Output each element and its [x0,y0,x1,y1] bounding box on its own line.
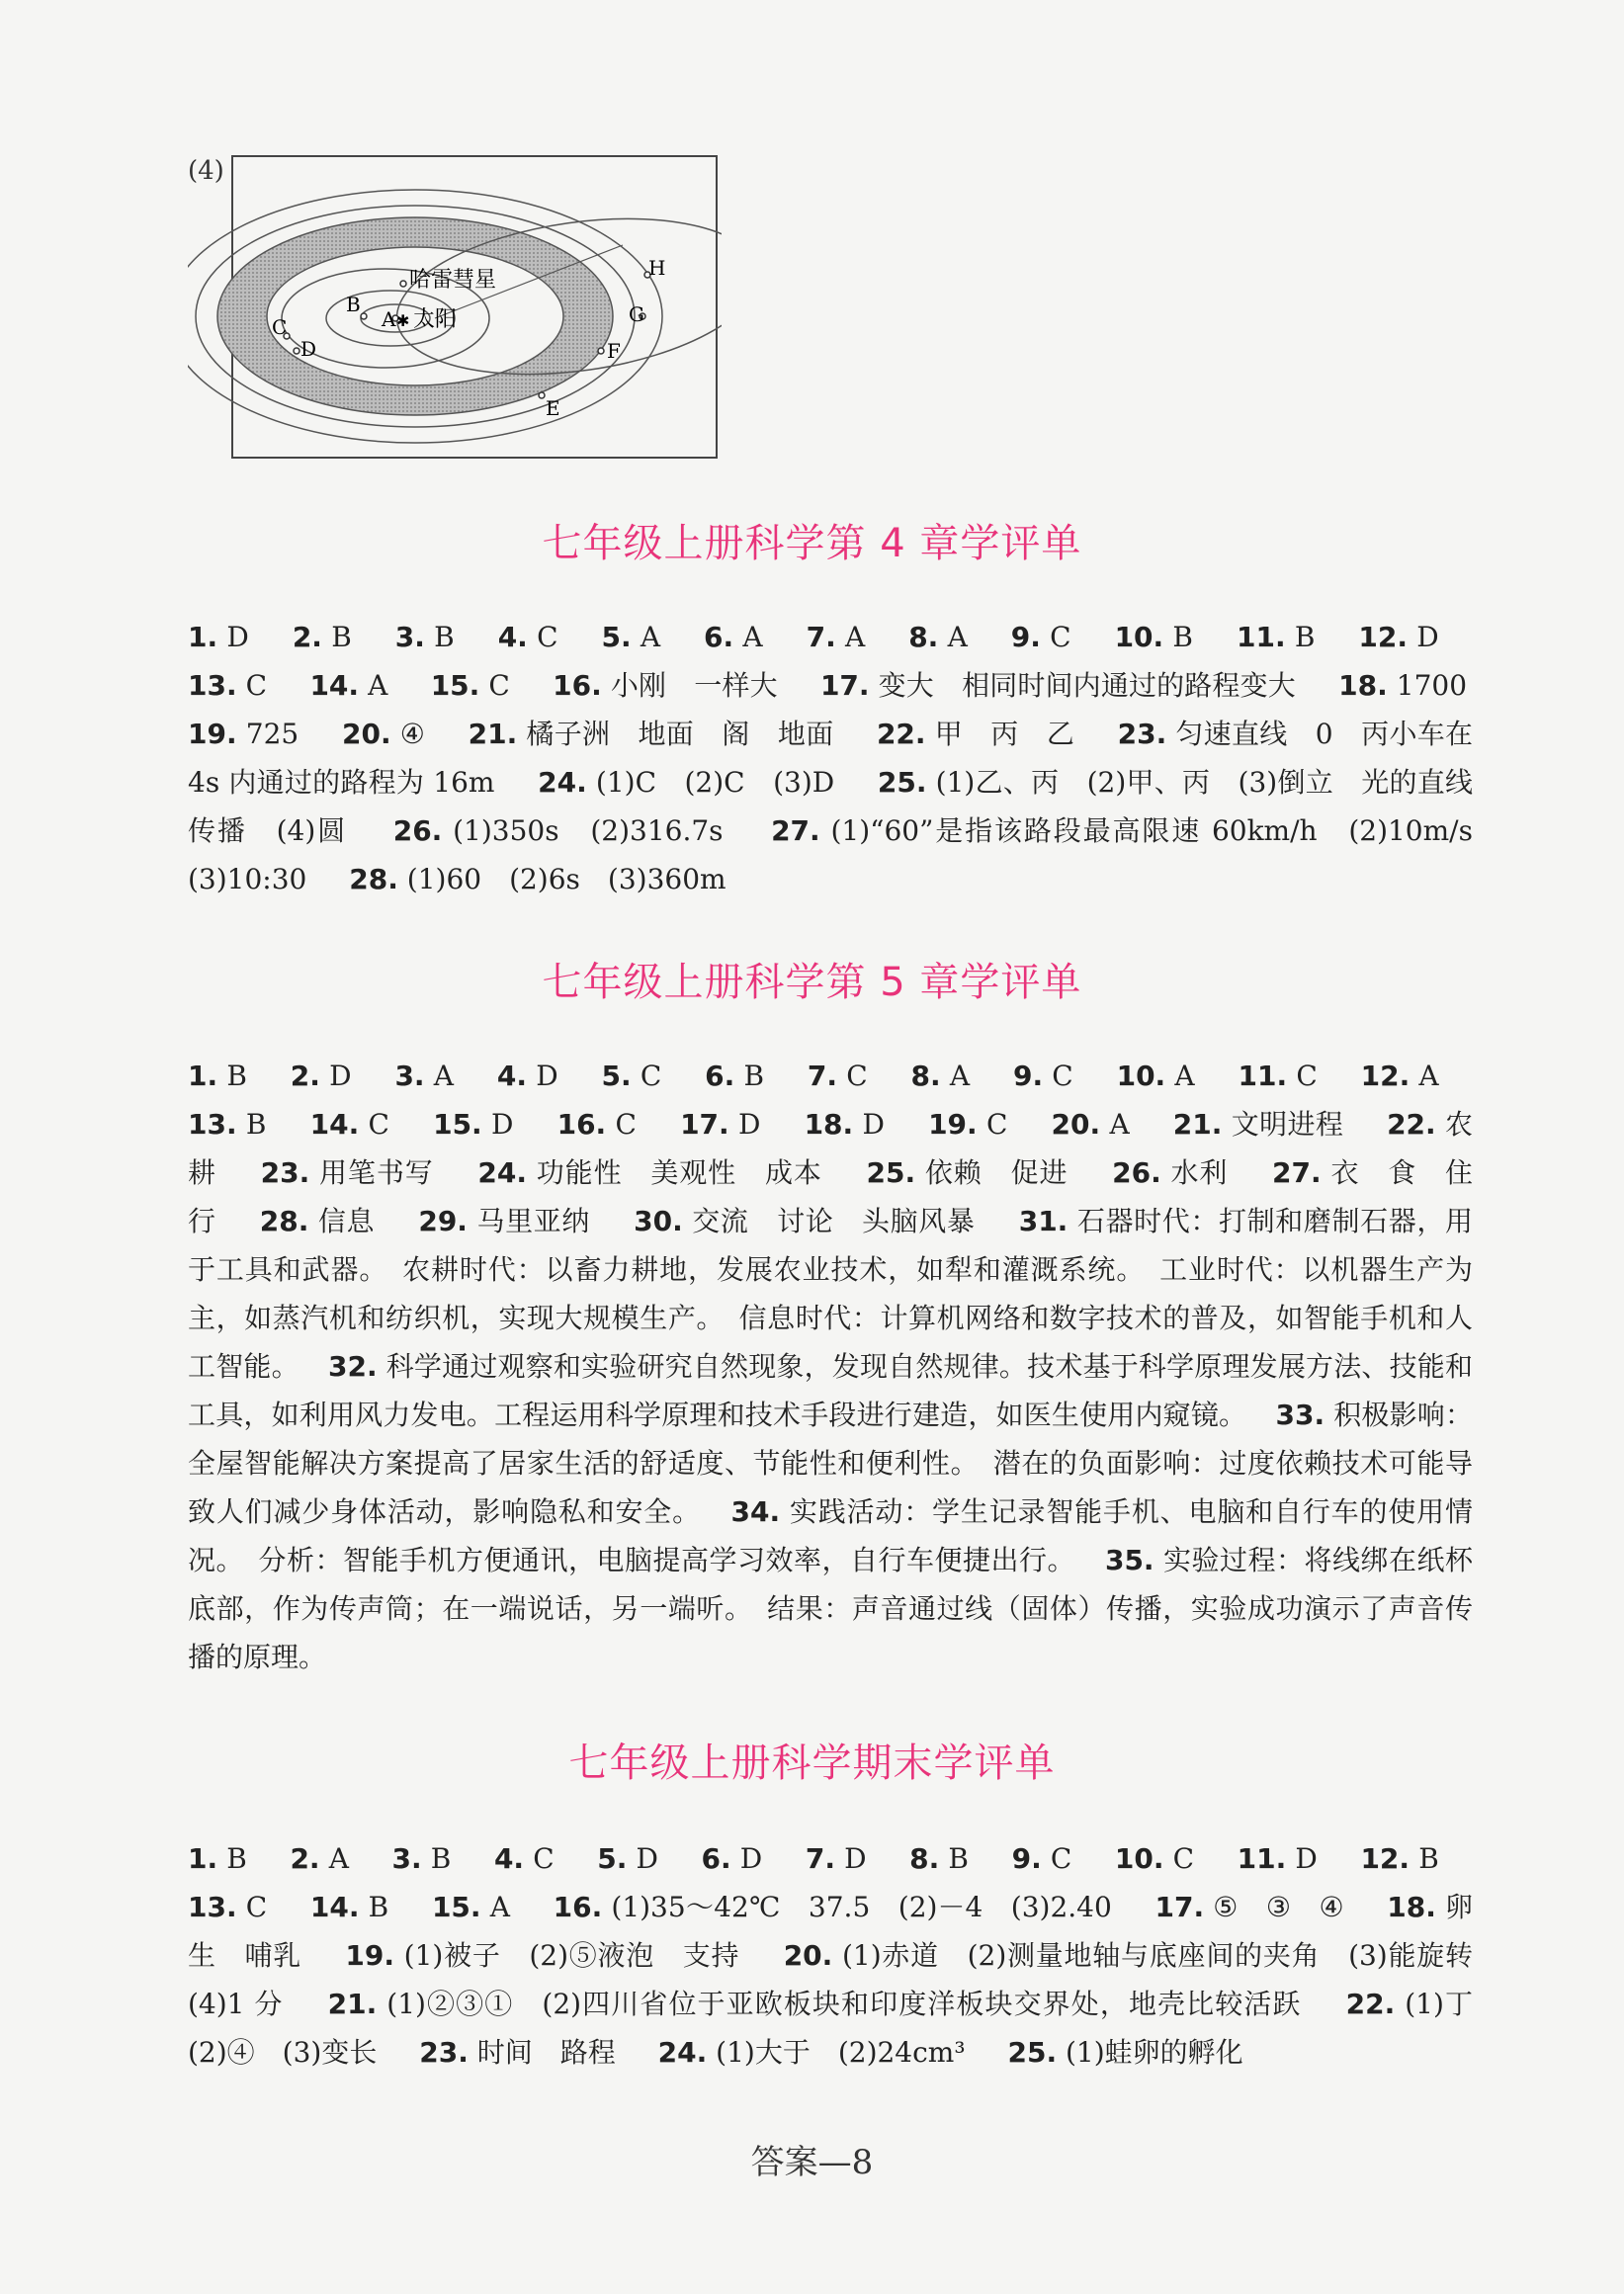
answer-number: 23. [419,2036,469,2069]
answer-text: D [730,1842,791,1875]
answer-number: 15. [433,1108,482,1141]
answer-text: (1)被子 (2)⑤液泡 支持 [394,1939,769,1972]
answer-text: A [480,1891,539,1923]
answer-item [188,1891,296,1923]
answer-number: 9. [1011,1842,1042,1875]
answer-number: 16. [553,669,602,702]
answer-text: C [1043,1060,1102,1092]
answer-number: 8. [908,621,939,653]
answer-text: A [359,669,416,702]
answer-number: 8. [909,1842,940,1875]
answer-number: 28. [349,863,398,895]
answer-text: A [1165,1060,1224,1092]
answer-number: 29. [418,1205,468,1237]
answer-text: B [217,1060,276,1092]
answer-text: 水利 [1160,1156,1257,1189]
answer-item [310,1891,417,1923]
answer-text: C [1040,621,1100,653]
answer-number: 26. [392,814,443,847]
answer-number: 35. [1104,1544,1154,1576]
section-title-ch4: 七年级上册科学第 4 章学评单 [542,521,1082,566]
answer-number: 13. [188,1891,237,1923]
answer-number: 7. [805,1842,835,1875]
answer-number: 16. [553,1891,603,1923]
comet-label: 哈雷彗星 [409,268,497,293]
section-title-ch5: 七年级上册科学第 5 章学评单 [542,960,1082,1005]
answer-item [1237,621,1343,653]
answer-item [1052,1108,1158,1141]
answer-text: D [627,1842,687,1875]
answer-number: 3. [394,1060,425,1092]
answer-text: 功能性 美观性 成本 [526,1156,851,1189]
answer-item [309,669,415,702]
answer-text: B [1163,621,1222,653]
answer-number: 20. [341,718,391,750]
answer-item [602,1060,690,1092]
answer-item [680,1108,789,1141]
answer-text: 科学通过观察和实验研究自然现象，发现自然规律。技术基于科学原理发展方法、技能和工具，如利用风力发电。工程运用科学原理和技术手段进行建造，如医生使用内窥镜。 [188,1350,1473,1431]
answer-text: (1)②③① (2)四川省位于亚欧板块和印度洋板块交界处，地壳比较活跃 [377,1988,1330,2020]
answer-item [349,863,753,895]
answer-item [658,2036,993,2069]
answer-item [433,1108,542,1141]
answer-number: 20. [783,1939,833,1972]
answer-item [866,1156,1096,1189]
answer-number: 25. [877,766,927,799]
answer-item [1154,1891,1372,1923]
answer-item [1007,2036,1270,2069]
answer-text: 农耕 [188,1108,1473,1189]
answer-text: 1700 [1387,669,1496,702]
answer-number: 1. [188,1060,218,1092]
answer-number: 5. [601,621,632,653]
answer-item [705,1060,793,1092]
answer-item [498,621,587,653]
answer-item [419,2036,643,2069]
section-title-final: 七年级上册科学期末学评单 [568,1741,1056,1786]
answer-item [393,814,755,847]
answer-text: (1)赤道 (2)测量地轴与底座间的夹角 (3)能旋转 (4)1 分 [188,1939,1501,2020]
answer-number: 21. [468,718,518,750]
answer-text: (1)大于 (2)24cm³ [707,2036,993,2069]
answer-item [497,1060,586,1092]
answer-number: 15. [431,1891,481,1923]
answer-item [345,1939,768,1972]
point-e-label: E [546,396,560,420]
answer-item [342,718,453,750]
answer-number: 2. [290,1060,320,1092]
answer-text: 小刚 一样大 [601,669,806,702]
answer-item [188,718,327,750]
sun-label: 太阳 [413,307,458,332]
answer-text: D [853,1108,913,1141]
answer-number: 12. [1360,1842,1410,1875]
point-a-label: A [382,307,396,331]
answer-text: B [1410,1842,1468,1875]
answer-text: (1)丁 (2)④ (3)变长 [188,1988,1501,2069]
answer-item [188,621,278,653]
answer-item [188,1060,276,1092]
answer-number: 5. [597,1842,628,1875]
answer-text: C [837,1060,897,1092]
point-f-label: F [607,339,621,363]
answer-text: 积极影响：全屋智能解决方案提高了居家生活的舒适度、节能性和便利性。 潜在的负面影响：过度依赖技术可能导致人们减少身体活动，影响隐私和安全。 [188,1399,1473,1528]
answer-text: (1)C (2)C (3)D [586,766,863,799]
answer-number: 6. [704,621,734,653]
answer-text: B [321,621,381,653]
answers-ch5 [188,1052,1501,1681]
answer-text: B [236,1108,296,1141]
answer-number: 19. [345,1939,395,1972]
answer-item [1011,621,1100,653]
answer-text: C [479,669,539,702]
answer-item [328,1988,1330,2020]
answer-item [477,1156,850,1189]
answer-text: D [319,1060,381,1092]
answer-text: D [1408,621,1468,653]
answer-number: 32. [328,1350,378,1383]
answer-text: C [977,1108,1037,1141]
answer-text: (1)乙、丙 (2)甲、丙 (3)倒立 光的直线传播 (4)圆 [188,766,1473,847]
answer-text: B [359,1891,417,1923]
point-c-label: C [272,315,288,339]
answer-number: 21. [1172,1108,1223,1141]
answer-item [908,621,995,653]
answer-number: 23. [1117,718,1167,750]
answer-text: B [734,1060,793,1092]
answer-text: 实践活动：学生记录智能手机、电脑和自行车的使用情况。 分析：智能手机方便通讯，电脑提高学习效率，自行车便捷出行。 [188,1495,1473,1576]
answer-text: C [631,1060,690,1092]
answer-text: B [424,621,483,653]
answer-number: 25. [1007,2036,1058,2069]
answer-text: D [526,1060,587,1092]
answer-number: 11. [1236,621,1286,653]
answer-number: 27. [1272,1156,1322,1189]
answer-text: A [835,621,894,653]
answer-number: 3. [394,621,425,653]
answer-item [553,669,806,702]
answer-item [1117,1060,1224,1092]
answer-number: 25. [866,1156,916,1189]
answer-text: (1)60 (2)6s (3)360m [397,863,754,895]
answer-text: A [631,621,689,653]
answer-item [597,1842,686,1875]
answer-text: C [1163,1842,1223,1875]
answer-item [310,1108,418,1141]
answer-text: 马里亚纳 [467,1205,619,1237]
answer-number: 13. [188,669,237,702]
answer-item [494,1842,582,1875]
answer-number: 20. [1051,1108,1101,1141]
answer-text: (1)350s (2)316.7s [442,814,755,847]
answer-text: C [606,1108,665,1141]
answer-number: 2. [292,621,322,653]
answer-number: 22. [876,718,926,750]
answer-number: 9. [1012,1060,1044,1092]
answer-number: 5. [601,1060,632,1092]
answer-text: 725 [236,718,327,750]
answer-number: 10. [1116,1060,1166,1092]
answer-text: A [940,1060,998,1092]
answer-item [1360,1842,1467,1875]
answer-text: B [939,1842,997,1875]
answer-text: D [481,1108,543,1141]
answer-number: 4. [493,1842,525,1875]
point-b-label: B [346,293,361,316]
answer-item [432,1891,539,1923]
answer-number: 26. [1112,1156,1161,1189]
answer-number: 11. [1238,1060,1288,1092]
answer-item [877,718,1102,750]
answer-item [634,1205,1003,1237]
answer-item [291,1060,380,1092]
answer-item [557,1108,665,1141]
answer-text: A [1410,1060,1467,1092]
answer-text: 用笔书写 [309,1156,463,1189]
answer-text: D [834,1842,896,1875]
answer-text: C [236,669,296,702]
answer-text: 变大 相同时间内通过的路程变大 [869,669,1325,702]
answer-item [395,621,483,653]
answer-item [704,621,791,653]
answer-number: 28. [259,1205,309,1237]
answer-number: 1. [188,621,218,653]
answer-text: C [527,621,587,653]
answer-item [293,621,381,653]
answer-text: (1)35～42℃ 37.5 (2)－4 (3)2.40 [602,1891,1141,1923]
answer-item [1112,1156,1256,1189]
answer-text: 依赖 促进 [915,1156,1097,1189]
answer-text: B [421,1842,479,1875]
answer-number: 18. [804,1108,854,1141]
answer-item [1358,621,1467,653]
answer-item [261,1156,463,1189]
answer-number: 11. [1237,1842,1287,1875]
answer-number: 13. [188,1108,237,1141]
answer-number: 22. [1387,1108,1436,1141]
answer-number: 31. [1018,1205,1068,1237]
answer-text: ⑤ ③ ④ [1204,1891,1373,1923]
answer-number: 34. [730,1495,781,1528]
answer-text: C [359,1108,418,1141]
answer-text: 衣 食 住 行 [188,1156,1501,1237]
answer-item [1115,621,1222,653]
answer-text: (1)蛙卵的孵化 [1057,2036,1271,2069]
answer-number: 6. [701,1842,731,1875]
answer-text: D [728,1108,790,1141]
answer-text: 实验过程：将线绑在纸杯底部，作为传声筒；在一端说话，另一端听。 结果：声音通过线（固体）传播，实验成功演示了声音传播的原理。 [188,1544,1473,1673]
answer-item [1238,1842,1346,1875]
answer-item [1239,1060,1346,1092]
answer-item [538,766,863,799]
answer-number: 6. [705,1060,735,1092]
answer-number: 15. [430,669,480,702]
answer-number: 7. [807,1060,838,1092]
point-d-label: D [300,337,317,361]
answer-number: 17. [680,1108,729,1141]
answer-item [928,1108,1036,1141]
answer-text: A [1100,1108,1158,1141]
point-g-label: G [629,302,644,326]
answer-item [260,1205,403,1237]
answer-item [1013,1060,1101,1092]
answer-item [392,1842,479,1875]
answer-number: 17. [1154,1891,1205,1923]
answer-number: 19. [928,1108,978,1141]
answer-number: 1. [188,1842,218,1875]
answer-item [188,1108,295,1141]
answer-number: 14. [309,1891,360,1923]
answer-text: B [217,1842,276,1875]
answer-number: 4. [496,1060,527,1092]
answer-text: 石器时代：打制和磨制石器，用于工具和武器。 农耕时代：以畜力耕地，发展农业技术，如犁和灌溉系统。 工业时代：以机器生产为主，如蒸汽机和纺织机，实现大规模生产。 信息时代：计算机网络和数字技术的普及，如智能手机和人工智能。 [188,1205,1473,1383]
answer-item [702,1842,791,1875]
answer-number: 7. [806,621,836,653]
answer-text: 信息 [308,1205,403,1237]
answer-item [418,1205,618,1237]
answer-text: 时间 路程 [468,2036,643,2069]
answer-item [1338,669,1495,702]
answers-final [188,1834,1501,2077]
answer-item [554,1891,1141,1923]
answer-item [431,669,538,702]
answer-number: 27. [771,814,820,847]
answer-text: C [1287,1060,1346,1092]
answer-number: 2. [290,1842,320,1875]
answer-number: 18. [1387,1891,1436,1923]
answer-text: C [1041,1842,1100,1875]
page-number: 答案—8 [750,2143,874,2182]
answer-text: A [424,1060,482,1092]
answer-number: 30. [634,1205,683,1237]
answer-item [805,1108,913,1141]
answer-text: C [236,1891,296,1923]
answer-text: A [319,1842,378,1875]
answer-item [188,1842,275,1875]
answer-item [806,1842,895,1875]
answer-number: 21. [327,1988,378,2020]
answer-item [394,1060,481,1092]
answer-text: 文明进程 [1222,1108,1372,1141]
answer-text: A [938,621,996,653]
answer-item [807,621,894,653]
answer-text: 匀速直线 0 丙小车在 4s 内通过的路程为 16m [188,718,1473,799]
answer-item [808,1060,896,1092]
answer-number: 14. [309,669,360,702]
answer-text: D [1286,1842,1346,1875]
answer-item [1361,1060,1467,1092]
answer-number: 3. [391,1842,422,1875]
svg-text:✱: ✱ [396,311,410,330]
answer-text: 交流 讨论 头脑风暴 [682,1205,1004,1237]
answer-number: 9. [1010,621,1041,653]
answer-item [601,621,688,653]
answer-text: 卵生 哺乳 [188,1891,1474,1972]
answer-text: 橘子洲 地面 阁 地面 [517,718,862,750]
answer-number: 33. [1275,1399,1325,1431]
answers-ch4 [188,613,1500,903]
answer-item [1012,1842,1100,1875]
answer-number: 14. [309,1108,360,1141]
answer-item [188,669,295,702]
answer-item [1115,1842,1223,1875]
answer-item [909,1842,996,1875]
answer-text: (1)“60”是指该路段最高限速 60km/h (2)10m/s (3)10:30 [188,814,1500,895]
answer-number: 24. [477,1156,527,1189]
answer-item [820,669,1324,702]
answer-number: 12. [1358,621,1409,653]
answer-number: 24. [657,2036,708,2069]
answer-number: 23. [260,1156,310,1189]
answer-number: 17. [819,669,870,702]
answer-number: 16. [556,1108,607,1141]
answer-number: 4. [497,621,528,653]
answer-text: 甲 丙 乙 [925,718,1103,750]
answer-number: 12. [1360,1060,1410,1092]
answer-number: 19. [188,718,237,750]
answer-number: 18. [1338,669,1388,702]
answer-item [1173,1108,1372,1141]
answer-number: 10. [1114,621,1164,653]
answer-item [911,1060,998,1092]
answer-text: D [217,621,278,653]
answer-text: ④ [390,718,454,750]
figure-label: (4) [188,156,224,186]
answer-number: 8. [910,1060,941,1092]
answer-text: A [733,621,792,653]
point-h-label: H [648,256,666,280]
solar-system-diagram [188,148,722,460]
answer-text: C [524,1842,583,1875]
answer-text: B [1285,621,1344,653]
answer-item [290,1842,377,1875]
answer-number: 22. [1345,1988,1396,2020]
answer-item [469,718,862,750]
answer-number: 24. [538,766,587,799]
answer-number: 10. [1114,1842,1164,1875]
